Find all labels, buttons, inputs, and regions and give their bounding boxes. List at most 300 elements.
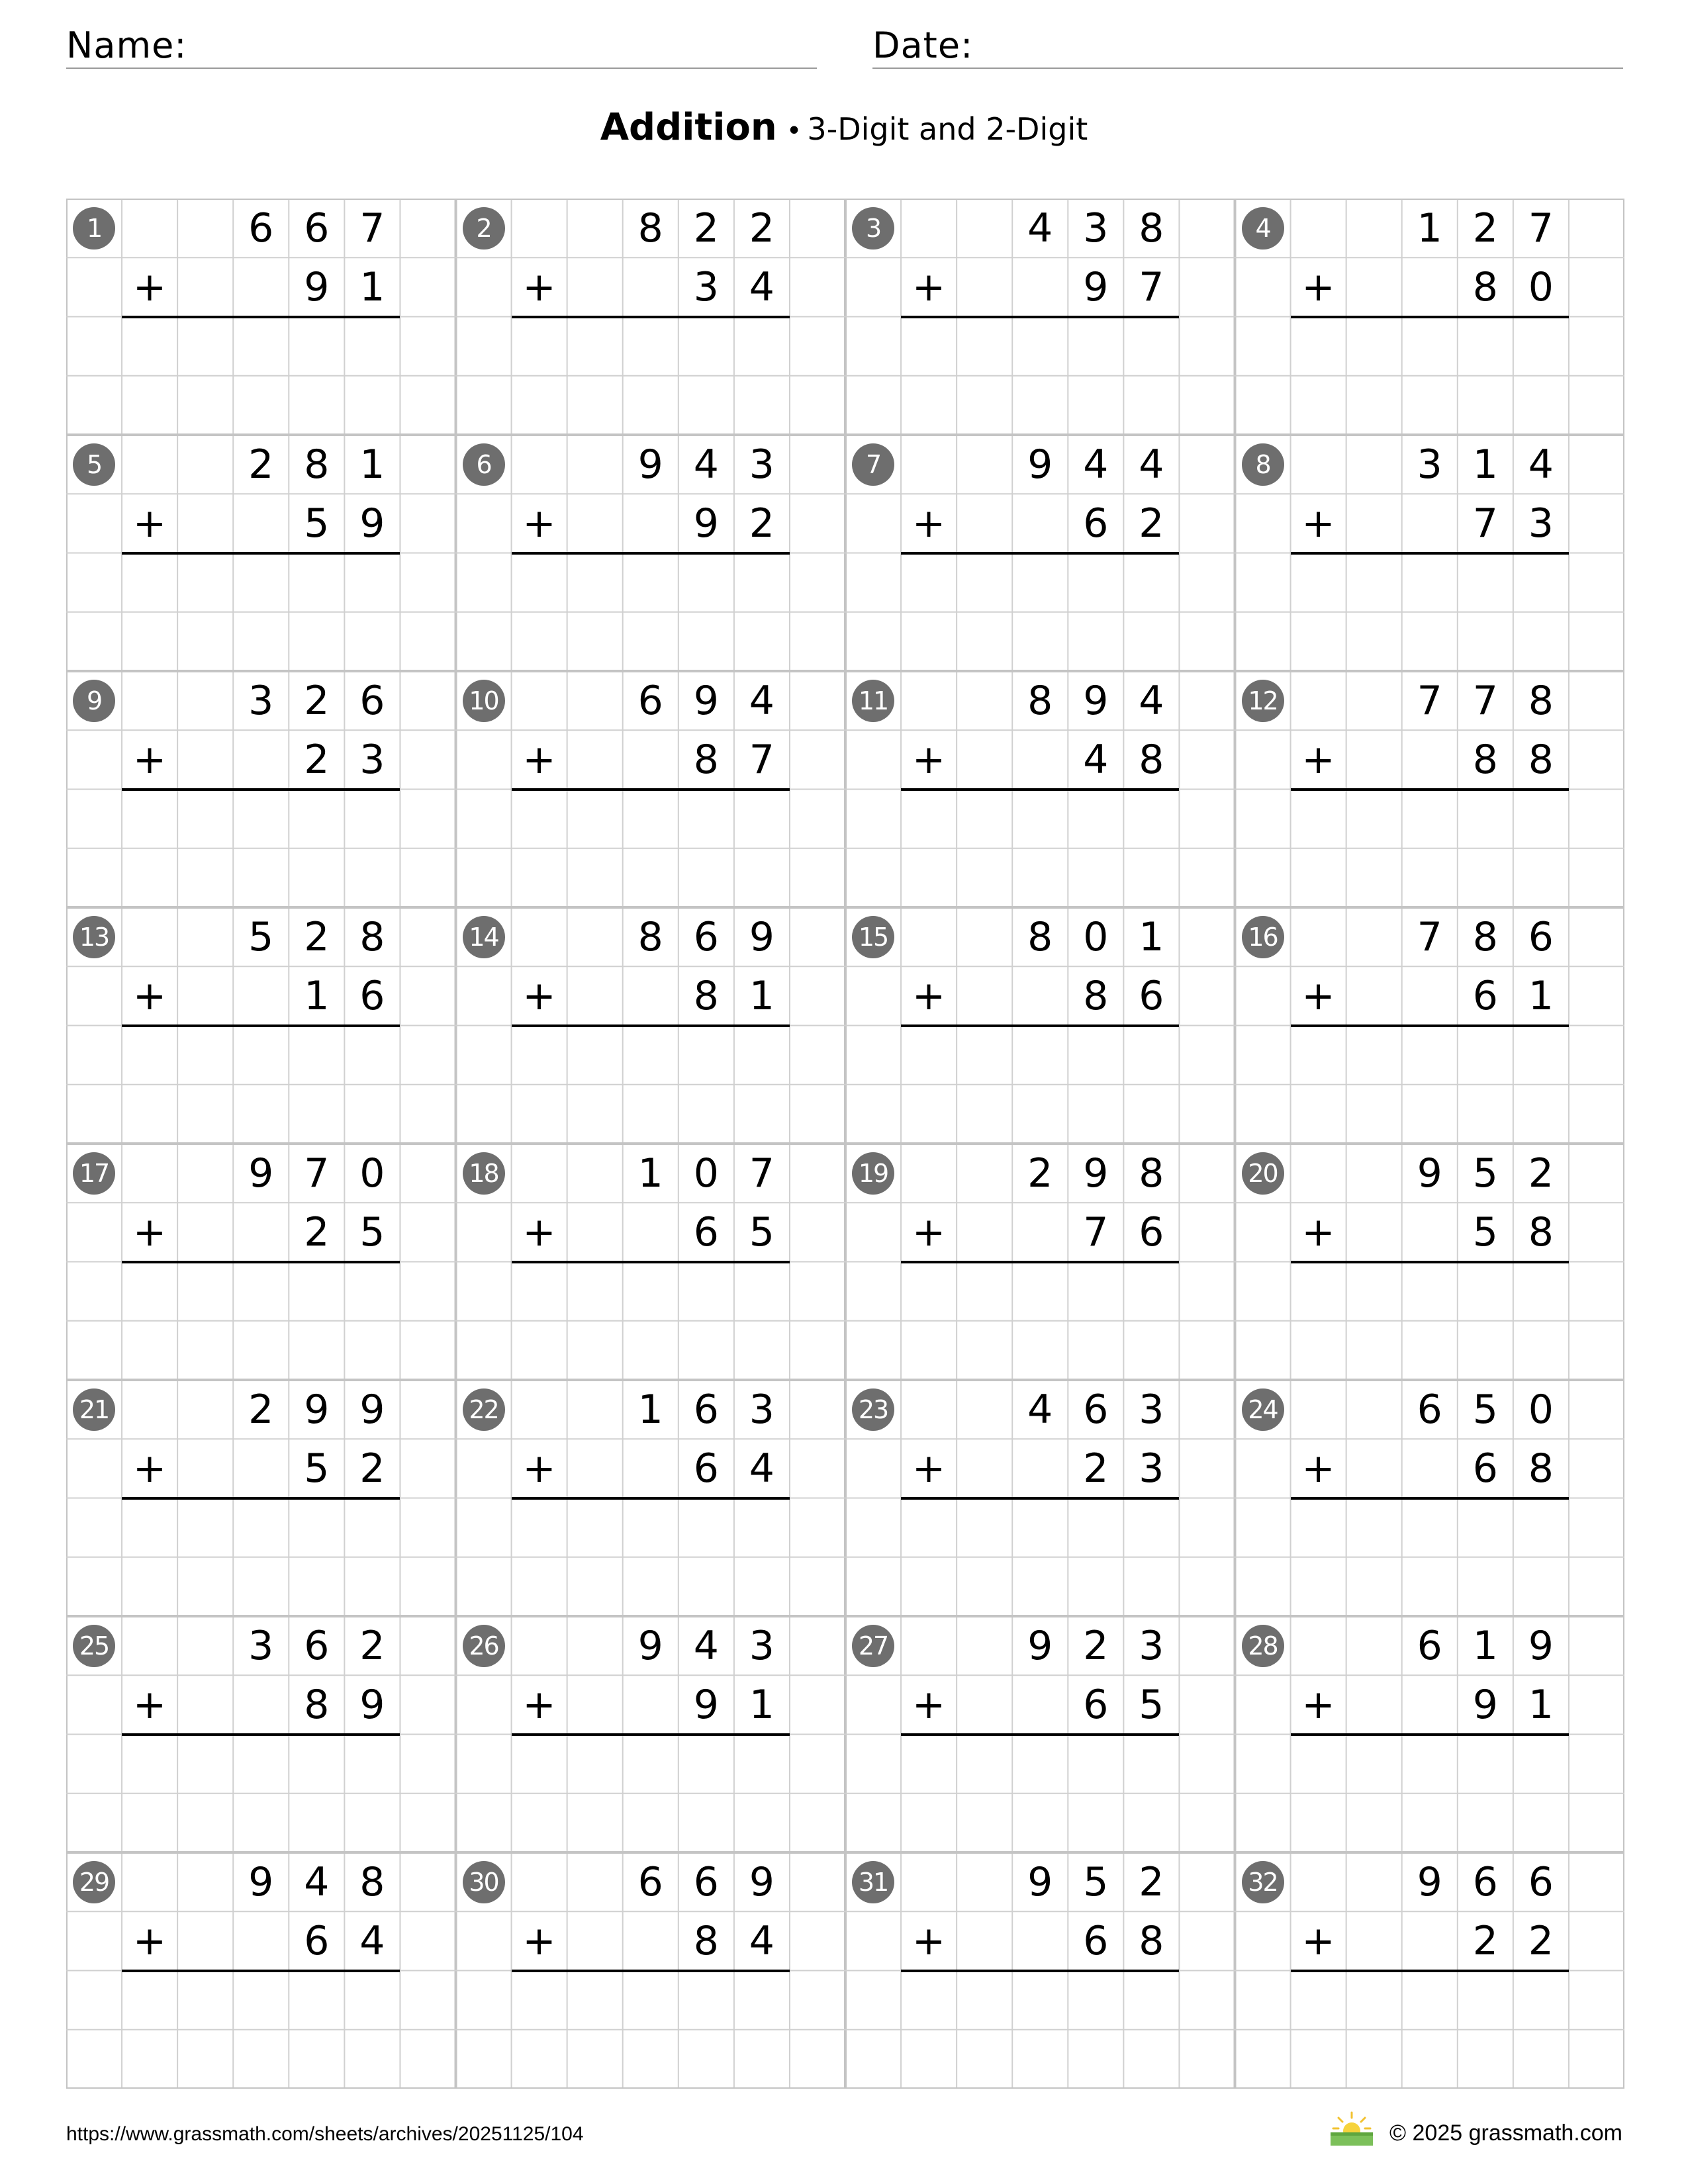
addend-top-digit: 1 bbox=[637, 1150, 663, 1197]
addend-bottom-digit: 9 bbox=[359, 500, 385, 547]
problem-number-badge: 20 bbox=[1242, 1152, 1284, 1195]
problem-number-badge: 11 bbox=[852, 680, 894, 722]
title-separator: • bbox=[786, 116, 802, 146]
addend-top-digit: 4 bbox=[1083, 441, 1109, 488]
problem-23 bbox=[845, 1380, 1235, 1616]
problem-number-badge: 9 bbox=[73, 680, 115, 722]
answer-line bbox=[122, 552, 400, 555]
problem-number-badge: 14 bbox=[463, 916, 505, 958]
addend-top-digit: 6 bbox=[637, 677, 663, 724]
problem-number-badge: 26 bbox=[463, 1625, 505, 1667]
problem-21 bbox=[66, 1380, 455, 1616]
problem-12 bbox=[1235, 671, 1624, 907]
addend-top-digit: 6 bbox=[1472, 1858, 1498, 1905]
plus-sign: + bbox=[132, 263, 167, 310]
problem-number-badge: 2 bbox=[463, 207, 505, 250]
addend-top-digit: 7 bbox=[1528, 205, 1554, 251]
addend-top-digit: 3 bbox=[1417, 441, 1442, 488]
addend-top-digit: 9 bbox=[1417, 1858, 1442, 1905]
addend-bottom-digit: 8 bbox=[1139, 1917, 1164, 1964]
addend-top-digit: 2 bbox=[304, 913, 330, 960]
plus-sign: + bbox=[132, 1208, 167, 1255]
problem-25 bbox=[66, 1616, 455, 1852]
addend-bottom-digit: 9 bbox=[693, 500, 719, 547]
answer-line bbox=[1291, 316, 1569, 318]
answer-line bbox=[1291, 1733, 1569, 1736]
addend-top-digit: 1 bbox=[1472, 1622, 1498, 1669]
addend-top-digit: 0 bbox=[1528, 1386, 1554, 1433]
answer-line bbox=[512, 1261, 790, 1263]
problem-4 bbox=[1235, 199, 1624, 435]
plus-sign: + bbox=[132, 736, 167, 783]
addend-top-digit: 4 bbox=[1027, 205, 1053, 251]
plus-sign: + bbox=[522, 972, 556, 1019]
addend-bottom-digit: 6 bbox=[359, 972, 385, 1019]
addend-bottom-digit: 8 bbox=[1083, 972, 1109, 1019]
addend-top-digit: 7 bbox=[1417, 677, 1442, 724]
addend-bottom-digit: 8 bbox=[1472, 263, 1498, 310]
addend-top-digit: 9 bbox=[1027, 1622, 1053, 1669]
addend-top-digit: 1 bbox=[637, 1386, 663, 1433]
addend-top-digit: 7 bbox=[359, 205, 385, 251]
addend-top-digit: 8 bbox=[1139, 1150, 1164, 1197]
addend-top-digit: 7 bbox=[749, 1150, 774, 1197]
addend-bottom-digit: 1 bbox=[1528, 972, 1554, 1019]
problem-number-badge: 32 bbox=[1242, 1861, 1284, 1903]
answer-line bbox=[1291, 552, 1569, 555]
problem-number-badge: 6 bbox=[463, 443, 505, 486]
addend-bottom-digit: 5 bbox=[749, 1208, 774, 1255]
problem-number-badge: 7 bbox=[852, 443, 894, 486]
addend-top-digit: 2 bbox=[1027, 1150, 1053, 1197]
addend-top-digit: 5 bbox=[1472, 1150, 1498, 1197]
addend-bottom-digit: 4 bbox=[749, 1917, 774, 1964]
addend-top-digit: 8 bbox=[637, 913, 663, 960]
problem-number-badge: 13 bbox=[73, 916, 115, 958]
addend-top-digit: 8 bbox=[359, 913, 385, 960]
problem-6 bbox=[456, 435, 845, 671]
addend-top-digit: 5 bbox=[1083, 1858, 1109, 1905]
addend-top-digit: 4 bbox=[1027, 1386, 1053, 1433]
addend-top-digit: 3 bbox=[248, 1622, 274, 1669]
name-label: Name: bbox=[66, 24, 187, 66]
addend-top-digit: 4 bbox=[1528, 441, 1554, 488]
addend-bottom-digit: 6 bbox=[1139, 1208, 1164, 1255]
plus-sign: + bbox=[912, 1917, 946, 1964]
plus-sign: + bbox=[132, 1681, 167, 1728]
addend-top-digit: 9 bbox=[693, 677, 719, 724]
problem-1 bbox=[66, 199, 455, 435]
problem-5 bbox=[66, 435, 455, 671]
addend-top-digit: 6 bbox=[1083, 1386, 1109, 1433]
addend-bottom-digit: 4 bbox=[359, 1917, 385, 1964]
problem-22 bbox=[456, 1380, 845, 1616]
addend-bottom-digit: 8 bbox=[1528, 736, 1554, 783]
addend-top-digit: 2 bbox=[248, 1386, 274, 1433]
plus-sign: + bbox=[522, 1445, 556, 1492]
addend-top-digit: 9 bbox=[637, 1622, 663, 1669]
answer-line bbox=[901, 788, 1179, 791]
plus-sign: + bbox=[1301, 736, 1335, 783]
addend-top-digit: 9 bbox=[248, 1150, 274, 1197]
plus-sign: + bbox=[912, 1445, 946, 1492]
answer-line bbox=[901, 1497, 1179, 1500]
problem-24 bbox=[1235, 1380, 1624, 1616]
plus-sign: + bbox=[132, 500, 167, 547]
addend-bottom-digit: 1 bbox=[304, 972, 330, 1019]
answer-line bbox=[1291, 1261, 1569, 1263]
addend-top-digit: 2 bbox=[1472, 205, 1498, 251]
addend-bottom-digit: 8 bbox=[1528, 1445, 1554, 1492]
answer-line bbox=[1291, 788, 1569, 791]
problem-15 bbox=[845, 907, 1235, 1144]
problem-number-badge: 12 bbox=[1242, 680, 1284, 722]
plus-sign: + bbox=[522, 1917, 556, 1964]
addend-top-digit: 7 bbox=[304, 1150, 330, 1197]
addend-top-digit: 0 bbox=[693, 1150, 719, 1197]
plus-sign: + bbox=[1301, 1681, 1335, 1728]
plus-sign: + bbox=[1301, 1445, 1335, 1492]
addend-top-digit: 6 bbox=[304, 1622, 330, 1669]
addend-bottom-digit: 2 bbox=[304, 736, 330, 783]
problem-26 bbox=[456, 1616, 845, 1852]
addend-top-digit: 2 bbox=[693, 205, 719, 251]
problem-20 bbox=[1235, 1144, 1624, 1380]
addend-bottom-digit: 6 bbox=[1472, 972, 1498, 1019]
addend-bottom-digit: 6 bbox=[693, 1445, 719, 1492]
addend-top-digit: 8 bbox=[1027, 677, 1053, 724]
plus-sign: + bbox=[1301, 500, 1335, 547]
addend-top-digit: 1 bbox=[1472, 441, 1498, 488]
addend-bottom-digit: 7 bbox=[1139, 263, 1164, 310]
addend-top-digit: 6 bbox=[359, 677, 385, 724]
addend-bottom-digit: 1 bbox=[749, 972, 774, 1019]
addend-top-digit: 9 bbox=[1083, 677, 1109, 724]
plus-sign: + bbox=[522, 1681, 556, 1728]
addend-bottom-digit: 8 bbox=[1472, 736, 1498, 783]
worksheet-title bbox=[0, 106, 1688, 149]
answer-line bbox=[1291, 1970, 1569, 1972]
answer-line bbox=[1291, 1024, 1569, 1027]
answer-line bbox=[512, 1024, 790, 1027]
problem-18 bbox=[456, 1144, 845, 1380]
answer-line bbox=[122, 1261, 400, 1263]
answer-line bbox=[512, 1497, 790, 1500]
problem-number-badge: 21 bbox=[73, 1388, 115, 1431]
addend-bottom-digit: 0 bbox=[1528, 263, 1554, 310]
plus-sign: + bbox=[1301, 972, 1335, 1019]
addend-top-digit: 5 bbox=[248, 913, 274, 960]
answer-line bbox=[512, 788, 790, 791]
problem-13 bbox=[66, 907, 455, 1144]
addend-bottom-digit: 4 bbox=[1083, 736, 1109, 783]
title-subtitle: 3-Digit and 2-Digit bbox=[807, 111, 1088, 147]
footer-copyright: © 2025 grassmath.com bbox=[1389, 2120, 1622, 2146]
addend-top-digit: 8 bbox=[1139, 205, 1164, 251]
addend-top-digit: 4 bbox=[304, 1858, 330, 1905]
problem-number-badge: 30 bbox=[463, 1861, 505, 1903]
plus-sign: + bbox=[912, 1681, 946, 1728]
addend-bottom-digit: 2 bbox=[1083, 1445, 1109, 1492]
addend-bottom-digit: 5 bbox=[1139, 1681, 1164, 1728]
answer-line bbox=[901, 1024, 1179, 1027]
addend-bottom-digit: 6 bbox=[1083, 1681, 1109, 1728]
addend-top-digit: 6 bbox=[304, 205, 330, 251]
addend-bottom-digit: 6 bbox=[1472, 1445, 1498, 1492]
addend-bottom-digit: 7 bbox=[749, 736, 774, 783]
addend-top-digit: 8 bbox=[1528, 677, 1554, 724]
problem-19 bbox=[845, 1144, 1235, 1380]
plus-sign: + bbox=[1301, 1917, 1335, 1964]
addend-top-digit: 4 bbox=[693, 1622, 719, 1669]
problem-8 bbox=[1235, 435, 1624, 671]
addend-bottom-digit: 3 bbox=[693, 263, 719, 310]
problem-30 bbox=[456, 1852, 845, 2089]
addend-bottom-digit: 8 bbox=[693, 1917, 719, 1964]
sun-over-grass-icon bbox=[1329, 2110, 1374, 2147]
plus-sign: + bbox=[522, 1208, 556, 1255]
date-field[interactable] bbox=[872, 25, 1623, 69]
addend-top-digit: 6 bbox=[248, 205, 274, 251]
addend-bottom-digit: 6 bbox=[1083, 1917, 1109, 1964]
plus-sign: + bbox=[912, 1208, 946, 1255]
addend-top-digit: 6 bbox=[637, 1858, 663, 1905]
addend-top-digit: 9 bbox=[1083, 1150, 1109, 1197]
problem-14 bbox=[456, 907, 845, 1144]
addend-top-digit: 2 bbox=[304, 677, 330, 724]
plus-sign: + bbox=[522, 263, 556, 310]
problem-number-badge: 5 bbox=[73, 443, 115, 486]
addend-top-digit: 6 bbox=[693, 1858, 719, 1905]
addend-bottom-digit: 6 bbox=[693, 1208, 719, 1255]
addend-bottom-digit: 1 bbox=[1528, 1681, 1554, 1728]
problem-29 bbox=[66, 1852, 455, 2089]
answer-line bbox=[122, 316, 400, 318]
addend-bottom-digit: 7 bbox=[1083, 1208, 1109, 1255]
addend-bottom-digit: 6 bbox=[304, 1917, 330, 1964]
addend-top-digit: 4 bbox=[693, 441, 719, 488]
plus-sign: + bbox=[912, 500, 946, 547]
addend-bottom-digit: 3 bbox=[1139, 1445, 1164, 1492]
problem-7 bbox=[845, 435, 1235, 671]
problem-16 bbox=[1235, 907, 1624, 1144]
addend-top-digit: 3 bbox=[749, 1386, 774, 1433]
addend-top-digit: 9 bbox=[637, 441, 663, 488]
addend-bottom-digit: 5 bbox=[304, 1445, 330, 1492]
addend-top-digit: 4 bbox=[1139, 677, 1164, 724]
addend-top-digit: 6 bbox=[1417, 1386, 1442, 1433]
addend-top-digit: 9 bbox=[304, 1386, 330, 1433]
addend-bottom-digit: 3 bbox=[1528, 500, 1554, 547]
problem-9 bbox=[66, 671, 455, 907]
addend-top-digit: 2 bbox=[1139, 1858, 1164, 1905]
addend-top-digit: 2 bbox=[248, 441, 274, 488]
problem-number-badge: 24 bbox=[1242, 1388, 1284, 1431]
addend-top-digit: 9 bbox=[248, 1858, 274, 1905]
addend-bottom-digit: 4 bbox=[749, 263, 774, 310]
problem-number-badge: 28 bbox=[1242, 1625, 1284, 1667]
addend-top-digit: 9 bbox=[749, 913, 774, 960]
addend-top-digit: 6 bbox=[1528, 1858, 1554, 1905]
problem-number-badge: 18 bbox=[463, 1152, 505, 1195]
addend-top-digit: 5 bbox=[1472, 1386, 1498, 1433]
problem-grid bbox=[66, 199, 1624, 2089]
plus-sign: + bbox=[522, 500, 556, 547]
addend-top-digit: 3 bbox=[1139, 1622, 1164, 1669]
addend-bottom-digit: 6 bbox=[1139, 972, 1164, 1019]
addend-top-digit: 9 bbox=[1027, 1858, 1053, 1905]
plus-sign: + bbox=[912, 736, 946, 783]
plus-sign: + bbox=[522, 736, 556, 783]
addend-top-digit: 3 bbox=[749, 1622, 774, 1669]
answer-line bbox=[901, 1261, 1179, 1263]
addend-bottom-digit: 8 bbox=[693, 972, 719, 1019]
problem-number-badge: 19 bbox=[852, 1152, 894, 1195]
plus-sign: + bbox=[132, 972, 167, 1019]
addend-top-digit: 9 bbox=[1528, 1622, 1554, 1669]
problem-11 bbox=[845, 671, 1235, 907]
addend-bottom-digit: 2 bbox=[359, 1445, 385, 1492]
addend-top-digit: 8 bbox=[304, 441, 330, 488]
addend-top-digit: 2 bbox=[749, 205, 774, 251]
addend-bottom-digit: 5 bbox=[1472, 1208, 1498, 1255]
problem-number-badge: 31 bbox=[852, 1861, 894, 1903]
plus-sign: + bbox=[1301, 1208, 1335, 1255]
problem-number-badge: 10 bbox=[463, 680, 505, 722]
problem-27 bbox=[845, 1616, 1235, 1852]
addend-top-digit: 3 bbox=[749, 441, 774, 488]
name-field[interactable] bbox=[66, 25, 817, 69]
addend-top-digit: 8 bbox=[1027, 913, 1053, 960]
addend-top-digit: 6 bbox=[693, 913, 719, 960]
addend-top-digit: 4 bbox=[1139, 441, 1164, 488]
date-label: Date: bbox=[872, 24, 974, 66]
addend-bottom-digit: 9 bbox=[1083, 263, 1109, 310]
addend-top-digit: 1 bbox=[1417, 205, 1442, 251]
answer-line bbox=[122, 1733, 400, 1736]
addend-bottom-digit: 2 bbox=[1472, 1917, 1498, 1964]
addend-bottom-digit: 9 bbox=[1472, 1681, 1498, 1728]
answer-line bbox=[901, 1733, 1179, 1736]
addend-bottom-digit: 1 bbox=[749, 1681, 774, 1728]
answer-line bbox=[901, 1970, 1179, 1972]
addend-top-digit: 7 bbox=[1472, 677, 1498, 724]
problem-3 bbox=[845, 199, 1235, 435]
answer-line bbox=[512, 1733, 790, 1736]
addend-top-digit: 6 bbox=[1417, 1622, 1442, 1669]
addend-top-digit: 8 bbox=[359, 1858, 385, 1905]
addend-bottom-digit: 5 bbox=[359, 1208, 385, 1255]
addend-top-digit: 9 bbox=[1027, 441, 1053, 488]
answer-line bbox=[122, 1024, 400, 1027]
addend-bottom-digit: 9 bbox=[693, 1681, 719, 1728]
addend-top-digit: 9 bbox=[749, 1858, 774, 1905]
addend-bottom-digit: 6 bbox=[1083, 500, 1109, 547]
problem-number-badge: 22 bbox=[463, 1388, 505, 1431]
addend-top-digit: 0 bbox=[1083, 913, 1109, 960]
answer-line bbox=[122, 1497, 400, 1500]
addend-top-digit: 3 bbox=[248, 677, 274, 724]
answer-line bbox=[512, 552, 790, 555]
addend-top-digit: 6 bbox=[1528, 913, 1554, 960]
problem-2 bbox=[456, 199, 845, 435]
footer-url[interactable]: https://www.grassmath.com/sheets/archives/20251125/104 bbox=[66, 2123, 584, 2145]
problem-number-badge: 23 bbox=[852, 1388, 894, 1431]
addend-top-digit: 8 bbox=[1472, 913, 1498, 960]
addend-bottom-digit: 1 bbox=[359, 263, 385, 310]
addend-bottom-digit: 4 bbox=[749, 1445, 774, 1492]
addend-top-digit: 9 bbox=[1417, 1150, 1442, 1197]
addend-top-digit: 3 bbox=[1139, 1386, 1164, 1433]
plus-sign: + bbox=[1301, 263, 1335, 310]
addend-top-digit: 4 bbox=[749, 677, 774, 724]
answer-line bbox=[122, 1970, 400, 1972]
problem-32 bbox=[1235, 1852, 1624, 2089]
addend-top-digit: 2 bbox=[359, 1622, 385, 1669]
addend-top-digit: 1 bbox=[359, 441, 385, 488]
addend-bottom-digit: 8 bbox=[304, 1681, 330, 1728]
addend-bottom-digit: 3 bbox=[359, 736, 385, 783]
problem-number-badge: 16 bbox=[1242, 916, 1284, 958]
addend-bottom-digit: 7 bbox=[1472, 500, 1498, 547]
answer-line bbox=[901, 316, 1179, 318]
addend-top-digit: 2 bbox=[1083, 1622, 1109, 1669]
addend-top-digit: 3 bbox=[1083, 205, 1109, 251]
answer-line bbox=[122, 788, 400, 791]
problem-number-badge: 4 bbox=[1242, 207, 1284, 250]
addend-top-digit: 8 bbox=[637, 205, 663, 251]
addend-top-digit: 7 bbox=[1417, 913, 1442, 960]
problem-number-badge: 8 bbox=[1242, 443, 1284, 486]
addend-bottom-digit: 9 bbox=[359, 1681, 385, 1728]
problem-number-badge: 17 bbox=[73, 1152, 115, 1195]
addend-bottom-digit: 8 bbox=[1528, 1208, 1554, 1255]
addend-bottom-digit: 9 bbox=[304, 263, 330, 310]
plus-sign: + bbox=[132, 1917, 167, 1964]
answer-line bbox=[512, 1970, 790, 1972]
problem-number-badge: 27 bbox=[852, 1625, 894, 1667]
addend-bottom-digit: 5 bbox=[304, 500, 330, 547]
plus-sign: + bbox=[132, 1445, 167, 1492]
problem-number-badge: 29 bbox=[73, 1861, 115, 1903]
problem-number-badge: 15 bbox=[852, 916, 894, 958]
title-main: Addition bbox=[600, 106, 777, 149]
addend-bottom-digit: 8 bbox=[1139, 736, 1164, 783]
problem-28 bbox=[1235, 1616, 1624, 1852]
addend-bottom-digit: 2 bbox=[749, 500, 774, 547]
addend-top-digit: 0 bbox=[359, 1150, 385, 1197]
addend-top-digit: 1 bbox=[1139, 913, 1164, 960]
addend-bottom-digit: 2 bbox=[1528, 1917, 1554, 1964]
answer-line bbox=[901, 552, 1179, 555]
problem-number-badge: 3 bbox=[852, 207, 894, 250]
addend-top-digit: 6 bbox=[693, 1386, 719, 1433]
problem-17 bbox=[66, 1144, 455, 1380]
plus-sign: + bbox=[912, 972, 946, 1019]
addend-bottom-digit: 8 bbox=[693, 736, 719, 783]
answer-line bbox=[1291, 1497, 1569, 1500]
problem-10 bbox=[456, 671, 845, 907]
addend-top-digit: 9 bbox=[359, 1386, 385, 1433]
plus-sign: + bbox=[912, 263, 946, 310]
addend-bottom-digit: 2 bbox=[1139, 500, 1164, 547]
problem-number-badge: 25 bbox=[73, 1625, 115, 1667]
addend-bottom-digit: 2 bbox=[304, 1208, 330, 1255]
problem-31 bbox=[845, 1852, 1235, 2089]
addend-top-digit: 2 bbox=[1528, 1150, 1554, 1197]
answer-line bbox=[512, 316, 790, 318]
problem-number-badge: 1 bbox=[73, 207, 115, 250]
